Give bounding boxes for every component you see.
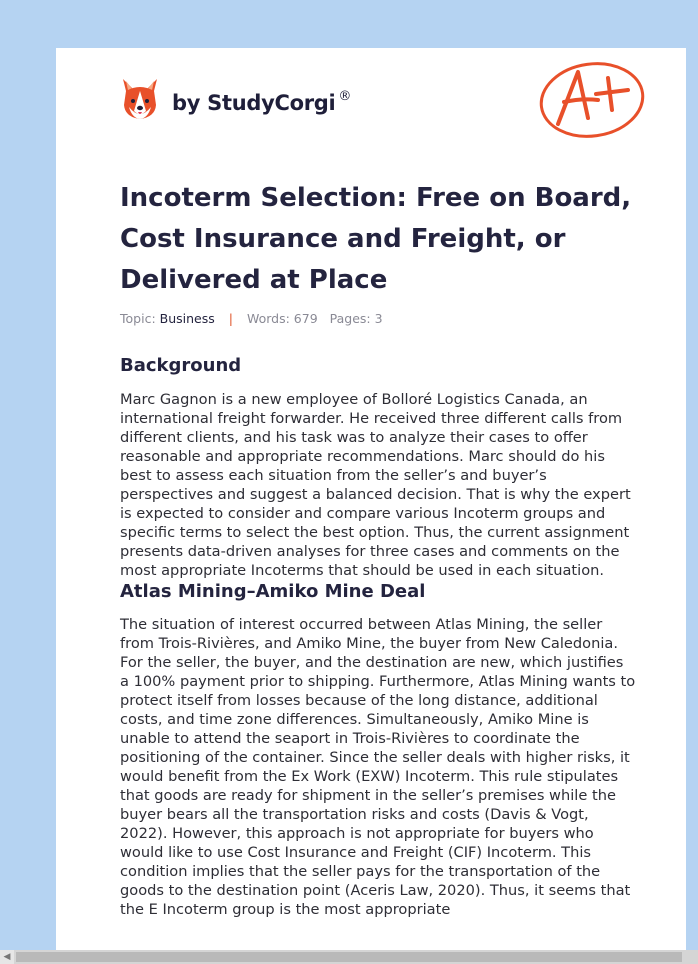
topic-link[interactable]: Business xyxy=(159,311,215,326)
meta-separator: | xyxy=(228,311,233,326)
brand-logo[interactable] xyxy=(120,76,351,122)
document-meta xyxy=(120,311,383,326)
document-title: Incoterm Selection: Free on Board, Cost Insurance and Freight, or Delivered at Place xyxy=(120,183,632,295)
horizontal-scrollbar[interactable] xyxy=(0,950,698,964)
topic-label: Topic: xyxy=(120,311,156,326)
words-value: 679 xyxy=(293,311,318,326)
grade-a-plus-icon xyxy=(538,58,648,140)
pages-value: 3 xyxy=(374,311,383,326)
corgi-logo-icon xyxy=(120,77,160,121)
scroll-left-arrow-icon[interactable]: ◀ xyxy=(0,950,14,964)
section-heading-atlas-amiko: Atlas Mining–Amiko Mine Deal xyxy=(120,581,426,602)
section-heading-background: Background xyxy=(120,355,242,376)
brand-name: by StudyCorgi ® xyxy=(172,89,352,115)
document-page xyxy=(56,48,686,950)
document-body xyxy=(120,354,636,919)
pages-label: Pages: xyxy=(329,311,371,326)
section-body-background: Marc Gagnon is a new employee of Bolloré Logistics Canada, an international freight forwarder. He received three different calls from different clients, and his task was to analyze their cases to offer reasonable and appropriate recommendations. Marc should do his best to assess each situation from the seller’s and buyer’s perspectives and suggest a balanced decision. That is why the expert is expected to consider and compare various Incoterm groups and specific terms to select the best option. Thus, the current assignment presents data-driven analyses for three cases and comments on the most appropriate Incoterms that should be used in each situation. xyxy=(120,391,631,579)
section-body-atlas-amiko: The situation of interest occurred between Atlas Mining, the seller from Trois-Rivières, and Amiko Mine, the buyer from New Caledonia. For the seller, the buyer, and the destination are new, which justifies a 100% payment prior to shipping. Furthermore, Atlas Mining wants to protect itself from losses because of the long distance, additional costs, and time zone differences. Simultaneously, Amiko Mine is unable to attend the seaport in Trois-Rivières to coordinate the positioning of the container. Since the seller deals with higher risks, it would benefit from the Ex Work (EXW) Incoterm. This rule stipulates that goods are ready for shipment in the seller’s premises while the buyer bears all the transportation risks and costs (Davis & Vogt, 2022). However, this approach is not appropriate for buyers who would like to use Cost Insurance and Freight (CIF) Incoterm. This condition implies that the seller pays for the transportation of the goods to the destination point (Aceris Law, 2020). Thus, it seems that the E Incoterm group is the most appropriate xyxy=(120,616,636,918)
words-label: Words: xyxy=(246,311,290,326)
scrollbar-thumb[interactable] xyxy=(16,952,682,962)
